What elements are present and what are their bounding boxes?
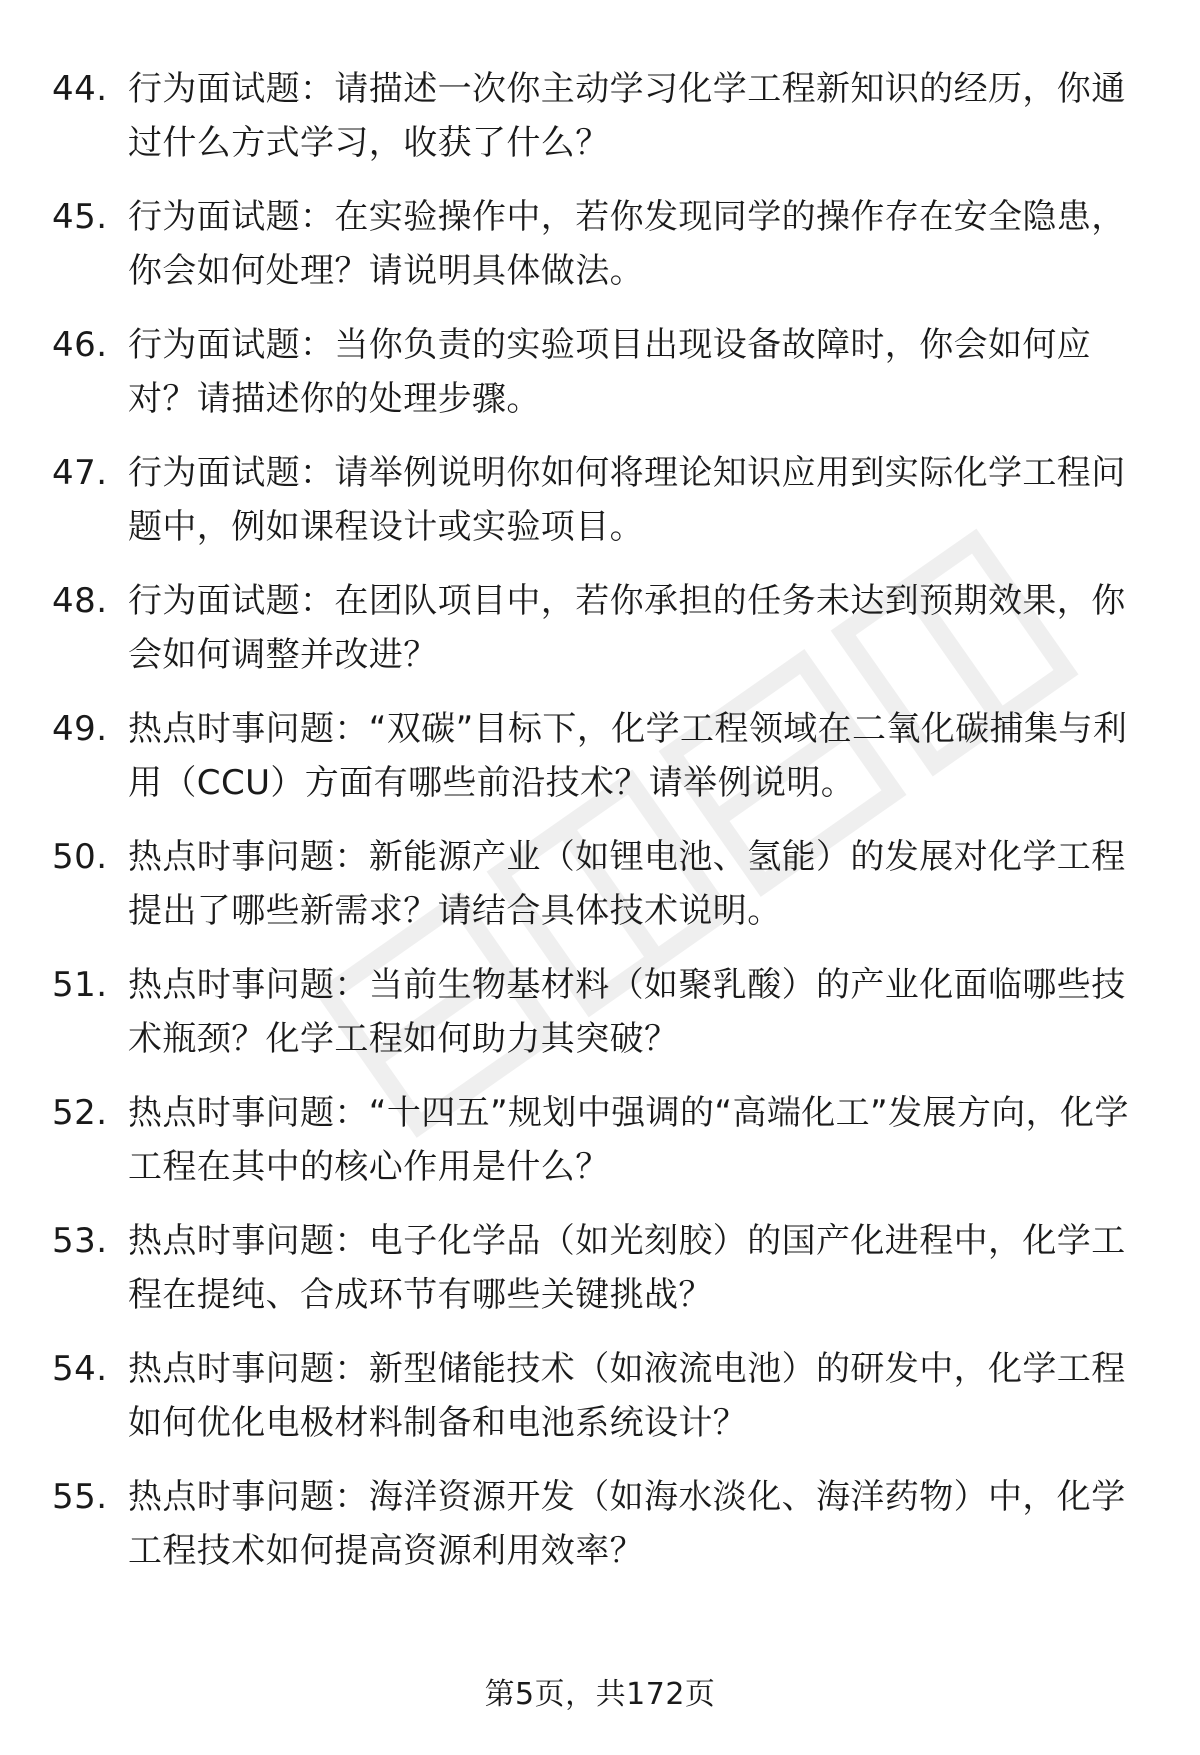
list-item [0, 564, 1200, 692]
question-number: 45. [52, 197, 108, 237]
question-text: 热点时事问题：“十四五”规划中强调的“高端化工”发展方向，化学工程在其中的核心作用是什么？ [128, 1093, 1129, 1187]
question-number: 46. [52, 325, 108, 365]
question-text: 行为面试题：请举例说明你如何将理论知识应用到实际化学工程问题中，例如课程设计或实验项目。 [128, 453, 1126, 547]
list-item [0, 1076, 1200, 1204]
question-text: 行为面试题：请描述一次你主动学习化学工程新知识的经历，你通过什么方式学习，收获了什么？ [128, 69, 1126, 163]
question-number: 55. [52, 1477, 108, 1517]
question-text: 热点时事问题：电子化学品（如光刻胶）的国产化进程中，化学工程在提纯、合成环节有哪些关键挑战？ [128, 1221, 1126, 1315]
question-number: 49. [52, 709, 108, 749]
list-item [0, 1204, 1200, 1332]
list-item [0, 692, 1200, 820]
question-number: 44. [52, 69, 108, 109]
list-item [0, 820, 1200, 948]
list-item [0, 948, 1200, 1076]
list-item [0, 436, 1200, 564]
list-item [0, 1460, 1200, 1588]
question-number: 51. [52, 965, 108, 1005]
page-footer [0, 1675, 1200, 1715]
question-number: 53. [52, 1221, 108, 1261]
question-number: 52. [52, 1093, 108, 1133]
list-item [0, 180, 1200, 308]
list-item [0, 308, 1200, 436]
question-text: 行为面试题：在团队项目中，若你承担的任务未达到预期效果，你会如何调整并改进？ [128, 581, 1126, 675]
list-item [0, 1332, 1200, 1460]
question-text: 热点时事问题：当前生物基材料（如聚乳酸）的产业化面临哪些技术瓶颈？化学工程如何助力其突破？ [128, 965, 1126, 1059]
question-text: 热点时事问题：新能源产业（如锂电池、氢能）的发展对化学工程提出了哪些新需求？请结合具体技术说明。 [128, 837, 1126, 931]
question-number: 54. [52, 1349, 108, 1389]
question-number: 47. [52, 453, 108, 493]
question-text: 行为面试题：在实验操作中，若你发现同学的操作存在安全隐患，你会如何处理？请说明具体做法。 [128, 197, 1126, 291]
page-number-label: 第5页，共172页 [484, 1677, 716, 1712]
question-text: 热点时事问题：新型储能技术（如液流电池）的研发中，化学工程如何优化电极材料制备和电池系统设计？ [128, 1349, 1126, 1443]
question-number: 48. [52, 581, 108, 621]
list-item [0, 52, 1200, 180]
question-list [0, 52, 1200, 1588]
question-number: 50. [52, 837, 108, 877]
question-text: 热点时事问题：“双碳”目标下，化学工程领域在二氧化碳捕集与利用（CCU）方面有哪些前沿技术？请举例说明。 [128, 709, 1128, 803]
question-text: 行为面试题：当你负责的实验项目出现设备故障时，你会如何应对？请描述你的处理步骤。 [128, 325, 1092, 419]
question-text: 热点时事问题：海洋资源开发（如海水淡化、海洋药物）中，化学工程技术如何提高资源利用效率？ [128, 1477, 1126, 1571]
